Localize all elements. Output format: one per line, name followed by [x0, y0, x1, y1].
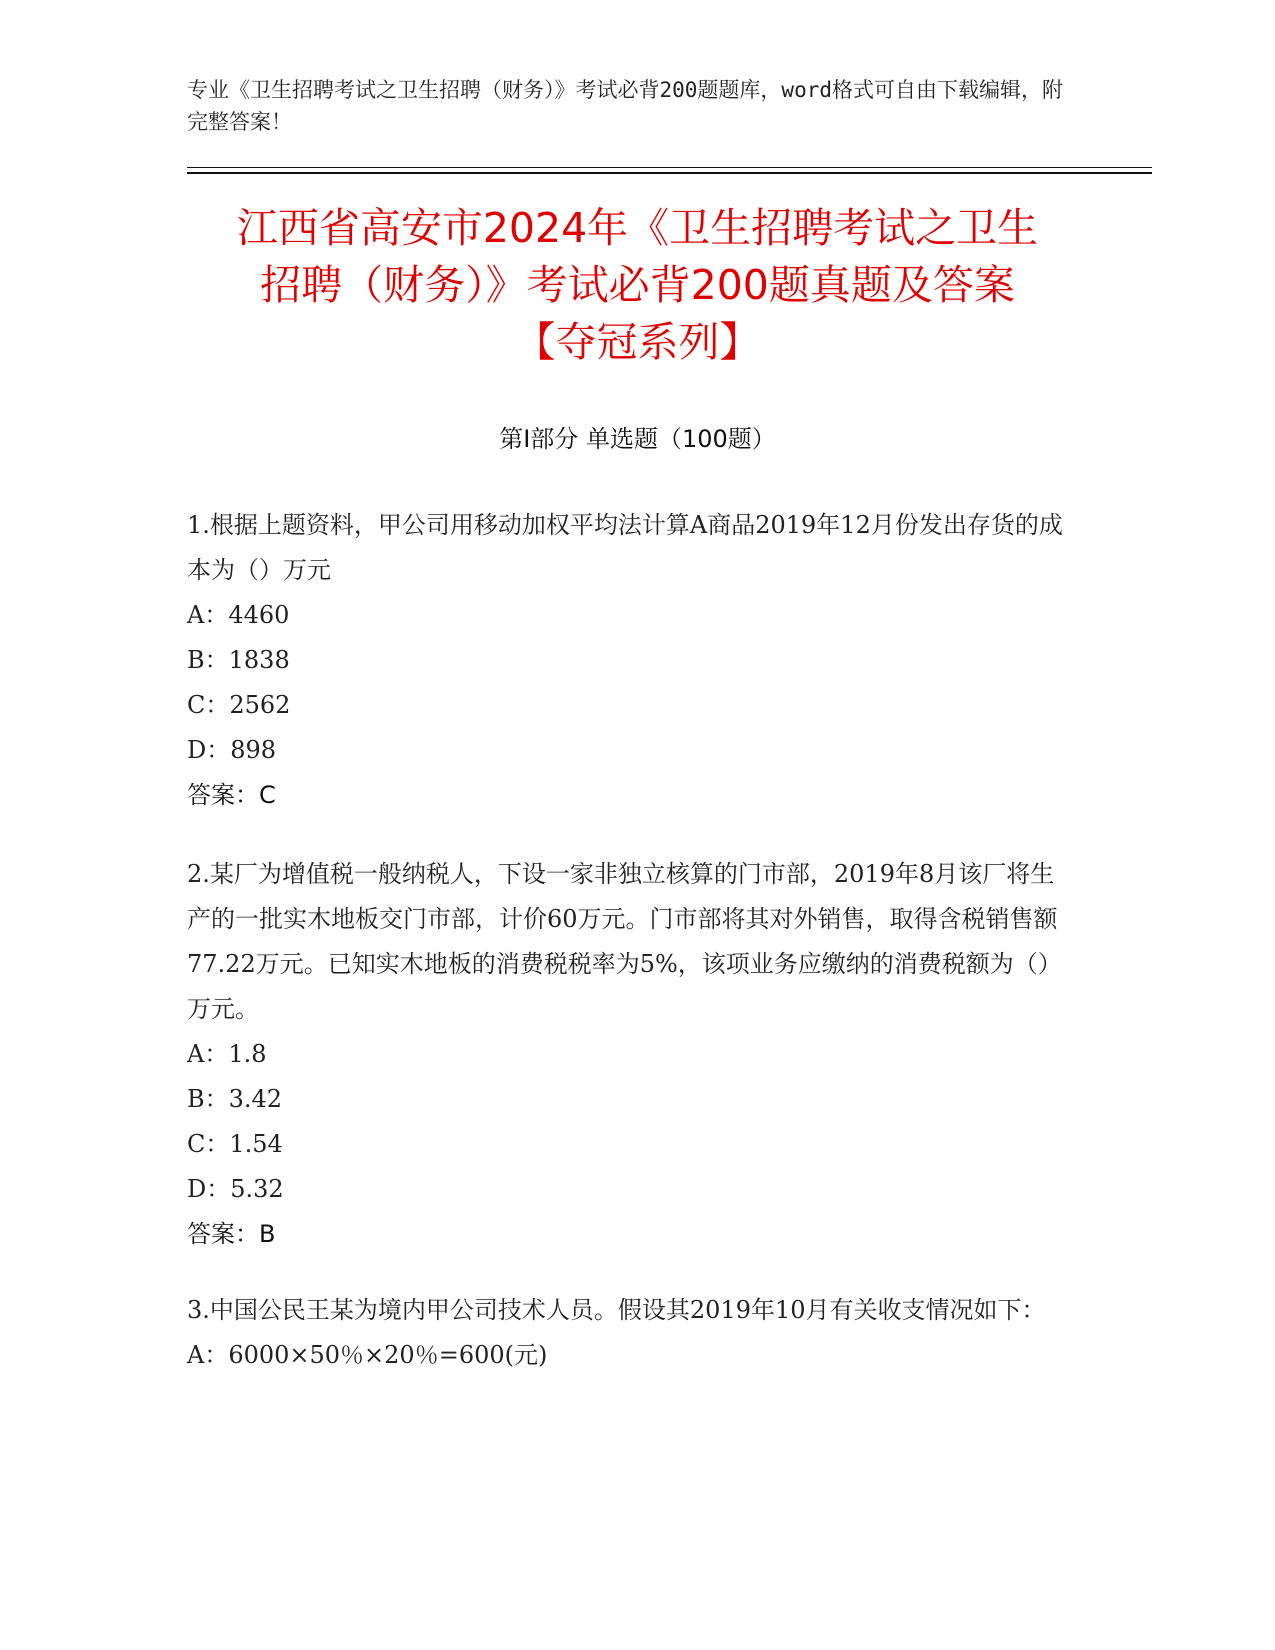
option-c: C：2562 — [187, 691, 291, 719]
section-heading: 第Ⅰ部分 单选题（100题） — [499, 425, 776, 453]
document-title — [150, 200, 1125, 371]
header-divider-thick — [187, 172, 1152, 174]
question-2 — [187, 852, 1067, 1257]
question-stem: 3.中国公民王某为境内甲公司技术人员。假设其2019年10月有关收支情况如下： — [187, 1296, 1046, 1324]
option-d: D：898 — [187, 736, 277, 764]
header-divider-thin — [187, 167, 1152, 168]
header-note: 专业《卫生招聘考试之卫生招聘（财务）》考试必背200题题库，word格式可自由下载编辑，附完整答案！ — [187, 78, 1063, 134]
answer: 答案：B — [187, 1220, 276, 1248]
option-a: A：4460 — [187, 601, 290, 629]
title-line-2: 招聘（财务）》考试必背200题真题及答案 — [260, 261, 1015, 309]
question-stem: 1.根据上题资料，甲公司用移动加权平均法计算A商品2019年12月份发出存货的成本为（）万元 — [187, 511, 1063, 584]
answer: 答案：C — [187, 781, 276, 809]
option-b: B：3.42 — [187, 1085, 283, 1113]
option-b: B：1838 — [187, 646, 290, 674]
question-1 — [187, 503, 1067, 818]
question-stem: 2.某厂为增值税一般纳税人，下设一家非独立核算的门市部，2019年8月该厂将生产的一批实木地板交门市部，计价60万元。门市部将其对外销售，取得含税销售额77.22万元。已知实木地板的消费税税率为5%，该项业务应缴纳的消费税额为（）万元。 — [187, 860, 1062, 1023]
option-d: D：5.32 — [187, 1175, 284, 1203]
title-line-1: 江西省高安市2024年《卫生招聘考试之卫生 — [236, 204, 1039, 252]
question-3 — [187, 1288, 1067, 1378]
title-line-3: 【夺冠系列】 — [514, 318, 761, 366]
option-c: C：1.54 — [187, 1130, 283, 1158]
option-a: A：1.8 — [187, 1040, 267, 1068]
option-a: A：6000×50％×20％=600(元) — [187, 1341, 548, 1369]
